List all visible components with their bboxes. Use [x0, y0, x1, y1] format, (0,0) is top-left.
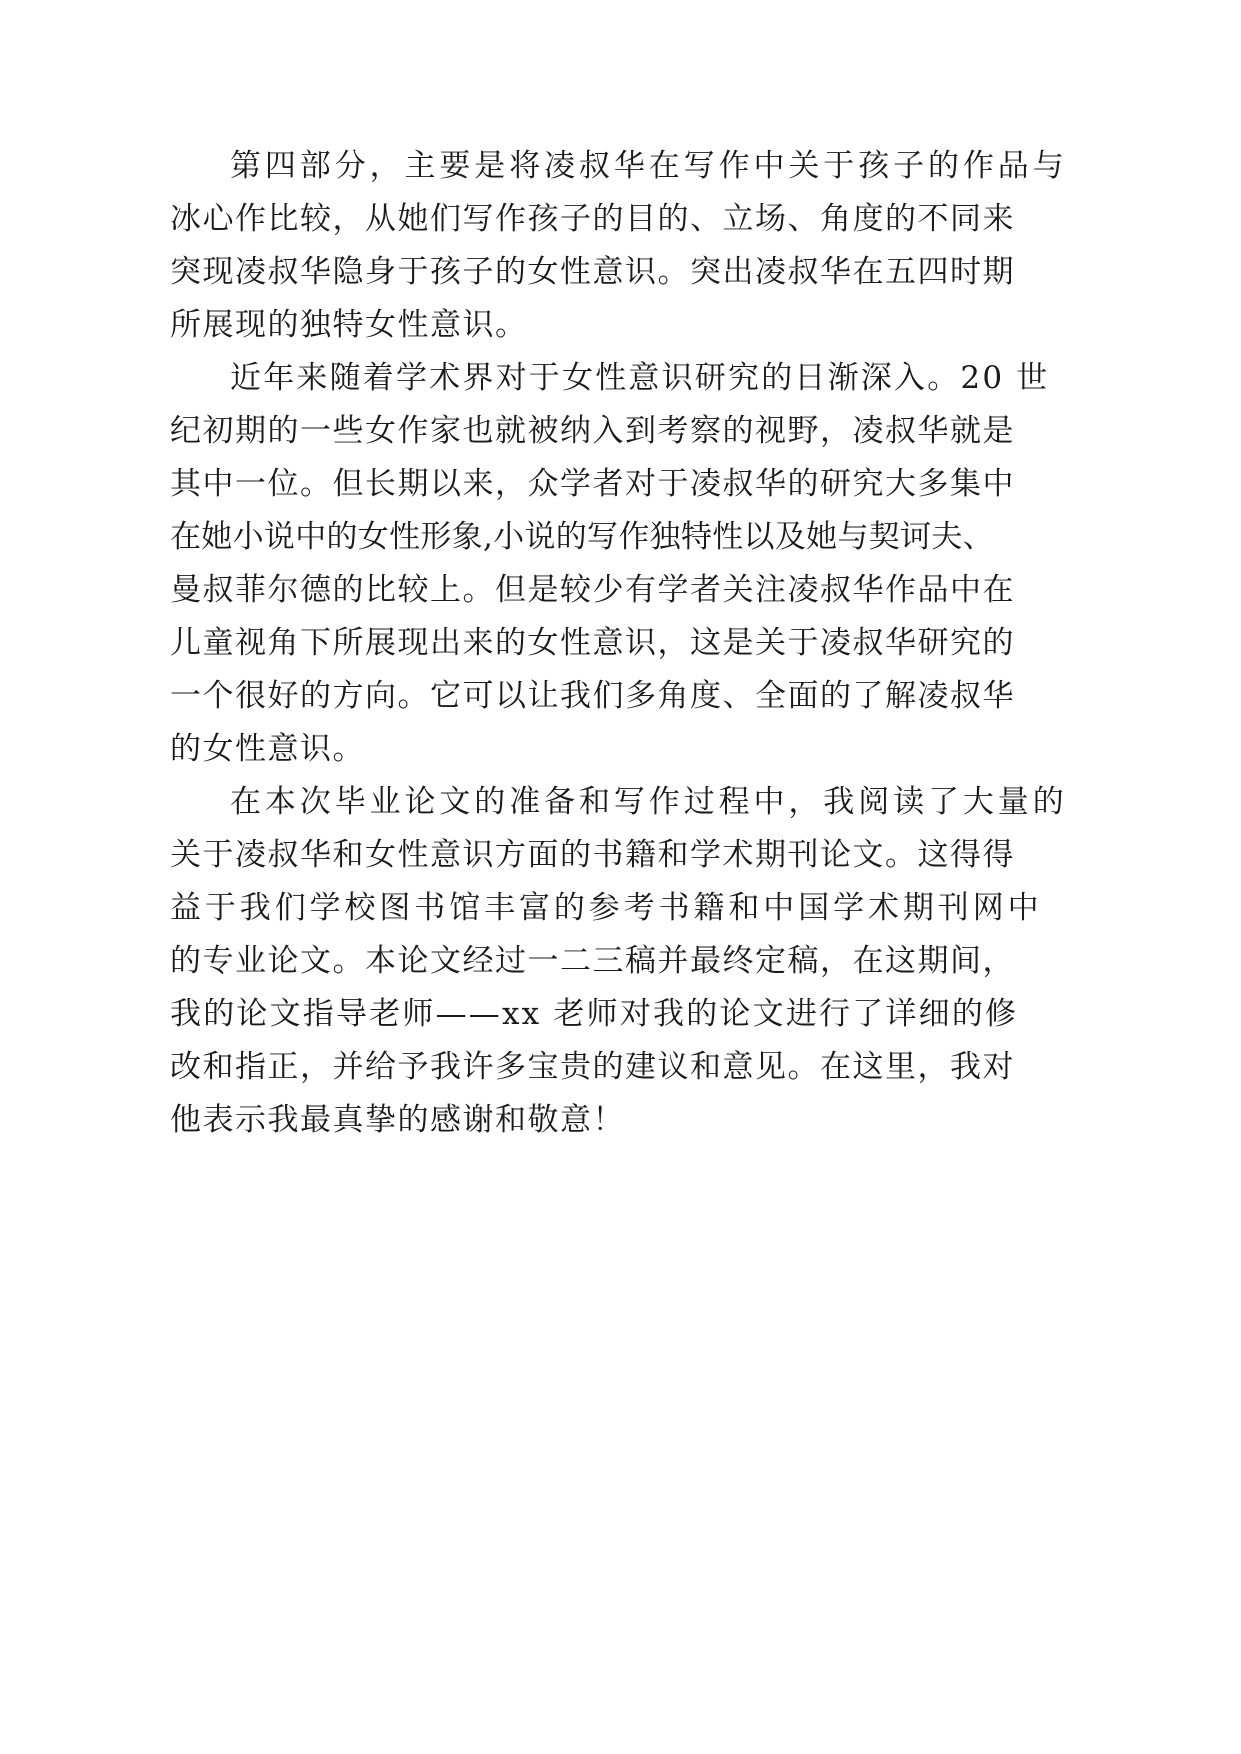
paragraph-1-line-4: 所展现的独特女性意识。 [170, 307, 528, 343]
paragraph-3-line-1: 在本次毕业论文的准备和写作过程中，我阅读了大量的 [230, 784, 1068, 820]
paragraph-3-line-4: 的专业论文。本论文经过一二三稿并最终定稿，在这期间， [170, 943, 1015, 979]
paragraph-1-line-1: 第四部分，主要是将凌叔华在写作中关于孩子的作品与 [230, 148, 1068, 184]
paragraph-2-line-8: 的女性意识。 [170, 731, 365, 767]
paragraph-2-line-5: 曼叔菲尔德的比较上。但是较少有学者关注凌叔华作品中在 [170, 572, 1015, 608]
paragraph-3-line-7: 他表示我最真挚的感谢和敬意！ [170, 1102, 625, 1138]
paragraph-2-line-3: 其中一位。但长期以来，众学者对于凌叔华的研究大多集中 [170, 466, 1015, 502]
paragraph-1-line-3: 突现凌叔华隐身于孩子的女性意识。突出凌叔华在五四时期 [170, 254, 1015, 290]
paragraph-3-line-5: 我的论文指导老师——xx 老师对我的论文进行了详细的修 [170, 996, 1019, 1032]
paragraph-2-line-4: 在她小说中的女性形象,小说的写作独特性以及她与契诃夫、 [170, 519, 994, 555]
paragraph-1-line-2: 冰心作比较，从她们写作孩子的目的、立场、角度的不同来 [170, 201, 1015, 237]
paragraph-2-line-2: 纪初期的一些女作家也就被纳入到考察的视野，凌叔华就是 [170, 413, 1015, 449]
paragraph-2-line-1: 近年来随着学术界对于女性意识研究的日渐深入。20 世 [230, 360, 1050, 396]
paragraph-2-line-6: 儿童视角下所展现出来的女性意识，这是关于凌叔华研究的 [170, 625, 1015, 661]
paragraph-2-line-7: 一个很好的方向。它可以让我们多角度、全面的了解凌叔华 [170, 678, 1015, 714]
paragraph-3-line-2: 关于凌叔华和女性意识方面的书籍和学术期刊论文。这得得 [170, 837, 1015, 873]
paragraph-3-line-6: 改和指正，并给予我许多宝贵的建议和意见。在这里，我对 [170, 1049, 1015, 1085]
paragraph-3-line-3: 益于我们学校图书馆丰富的参考书籍和中国学术期刊网中 [170, 890, 1043, 926]
